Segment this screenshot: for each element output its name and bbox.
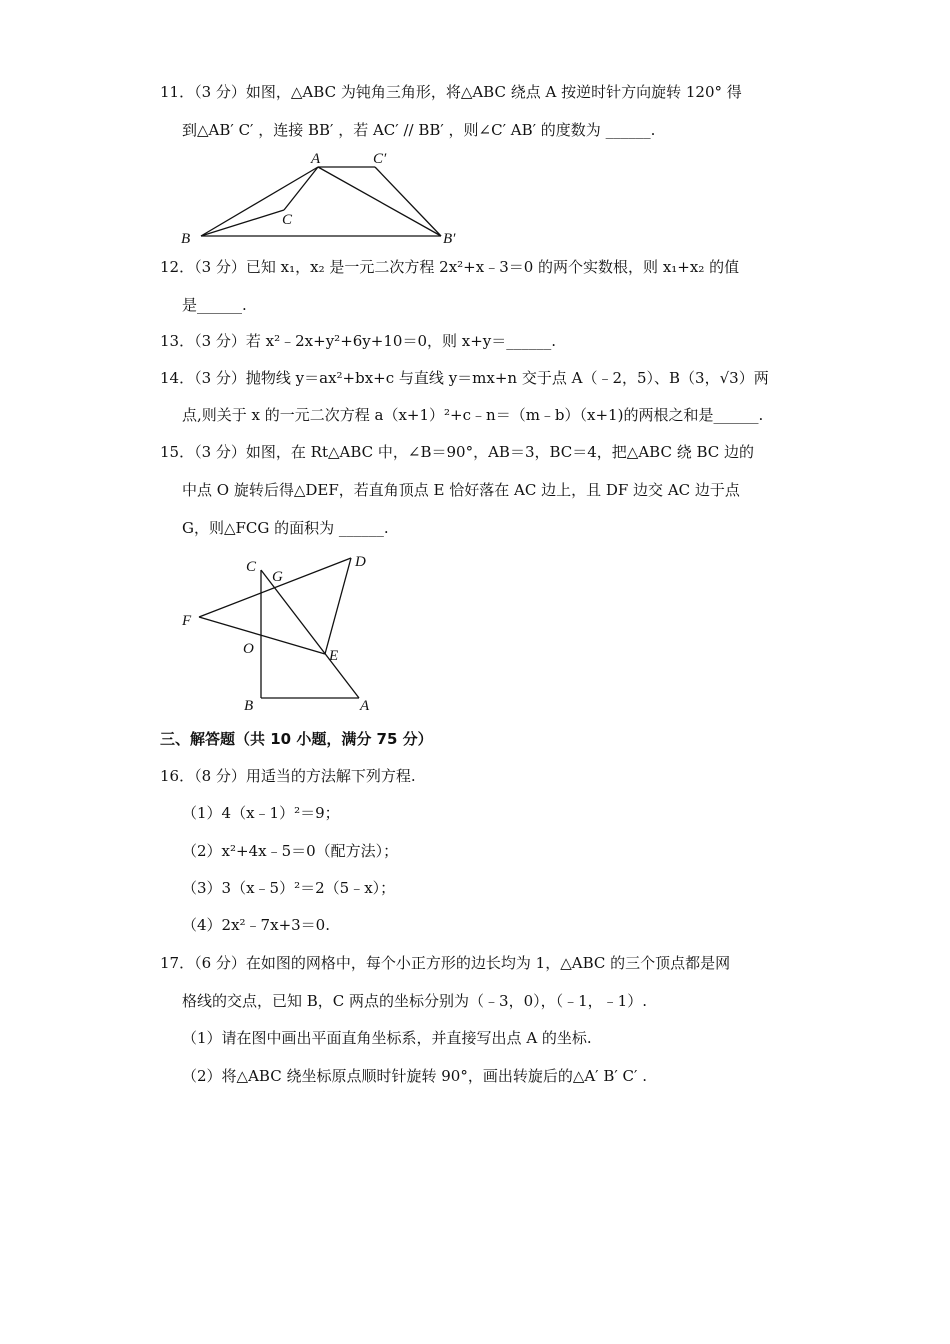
q12-line-2: 是______. xyxy=(182,296,247,314)
label-B: B xyxy=(181,231,191,247)
q12-line-1: 12．（3 分）已知 x₁，x₂ 是一元二次方程 2x²+x﹣3＝0 的两个实数根，则 x₁+x₂ 的值 xyxy=(160,258,740,276)
label-O: O xyxy=(243,641,254,657)
q17-line-1: 17．（6 分）在如图的网格中，每个小正方形的边长均为 1，△ABC 的三个顶点都是网 xyxy=(160,954,731,972)
figure-q15 xyxy=(175,550,395,715)
seg-DE xyxy=(325,558,351,654)
q11-line-2: 到△AB′ C′ ，连接 BB′ ，若 AC′ // BB′ ，则∠C′ AB′ 的度数为 ______. xyxy=(182,121,656,139)
label-C: C xyxy=(282,212,293,228)
seg-C'B' xyxy=(375,167,441,236)
q16-item-4: （4）2x²﹣7x+3＝0. xyxy=(182,916,330,934)
seg-AB' xyxy=(318,167,441,236)
q15-line-2: 中点 O 旋转后得△DEF，若直角顶点 E 恰好落在 AC 边上，且 DF 边交 AC 边于点 xyxy=(182,481,740,499)
q15-line-3: G，则△FCG 的面积为 ______. xyxy=(182,519,389,537)
label-B-prime: B′ xyxy=(443,231,456,247)
label-C-prime: C′ xyxy=(373,151,387,167)
seg-FE xyxy=(199,617,325,654)
label-F: F xyxy=(182,613,192,629)
q16-item-2: （2）x²+4x﹣5＝0（配方法）； xyxy=(182,842,399,860)
q14-line-2: 点,则关于 x 的一元二次方程 a（x+1）²+c﹣n＝（m﹣b）（x+1)的两根之和是______. xyxy=(182,406,764,424)
label-G: G xyxy=(272,569,283,585)
figure-q11 xyxy=(170,145,470,250)
seg-BA xyxy=(201,167,318,236)
q16-item-3: （3）3（x﹣5）²＝2（5﹣x）； xyxy=(182,879,396,897)
label-B: B xyxy=(244,698,254,714)
seg-FD xyxy=(199,558,351,617)
seg-BC xyxy=(201,210,284,236)
q16-item-1: （1）4（x﹣1）²＝9； xyxy=(182,804,340,822)
label-A: A xyxy=(311,151,321,167)
q14-line-1: 14．（3 分）抛物线 y＝ax²+bx+c 与直线 y＝mx+n 交于点 A（﹣2，5）、B（3，√3）两 xyxy=(160,369,769,387)
seg-CA xyxy=(284,167,318,210)
section-3-title: 三、解答题（共 10 小题，满分 75 分） xyxy=(160,730,433,748)
label-E: E xyxy=(329,648,339,664)
q13-line-1: 13．（3 分）若 x²﹣2x+y²+6y+10＝0，则 x+y＝______. xyxy=(160,332,557,350)
label-C: C xyxy=(246,559,257,575)
q15-line-1: 15．（3 分）如图，在 Rt△ABC 中，∠B＝90°，AB＝3，BC＝4，把△ABC 绕 BC 边的 xyxy=(160,443,755,461)
label-D: D xyxy=(355,554,366,570)
q17-item-2: （2）将△ABC 绕坐标原点顺时针旋转 90°，画出转旋后的△A′ B′ C′ . xyxy=(182,1067,647,1085)
seg-CA xyxy=(261,570,359,698)
q17-item-1: （1）请在图中画出平面直角坐标系，并直接写出点 A 的坐标. xyxy=(182,1029,592,1047)
q11-line-1: 11．（3 分）如图，△ABC 为钝角三角形，将△ABC 绕点 A 按逆时针方向旋转 120° 得 xyxy=(160,83,742,101)
label-A: A xyxy=(360,698,370,714)
q17-line-2: 格线的交点，已知 B，C 两点的坐标分别为（﹣3，0），（﹣1，﹣1）. xyxy=(182,992,647,1010)
q16-stem: 16．（8 分）用适当的方法解下列方程. xyxy=(160,767,416,785)
